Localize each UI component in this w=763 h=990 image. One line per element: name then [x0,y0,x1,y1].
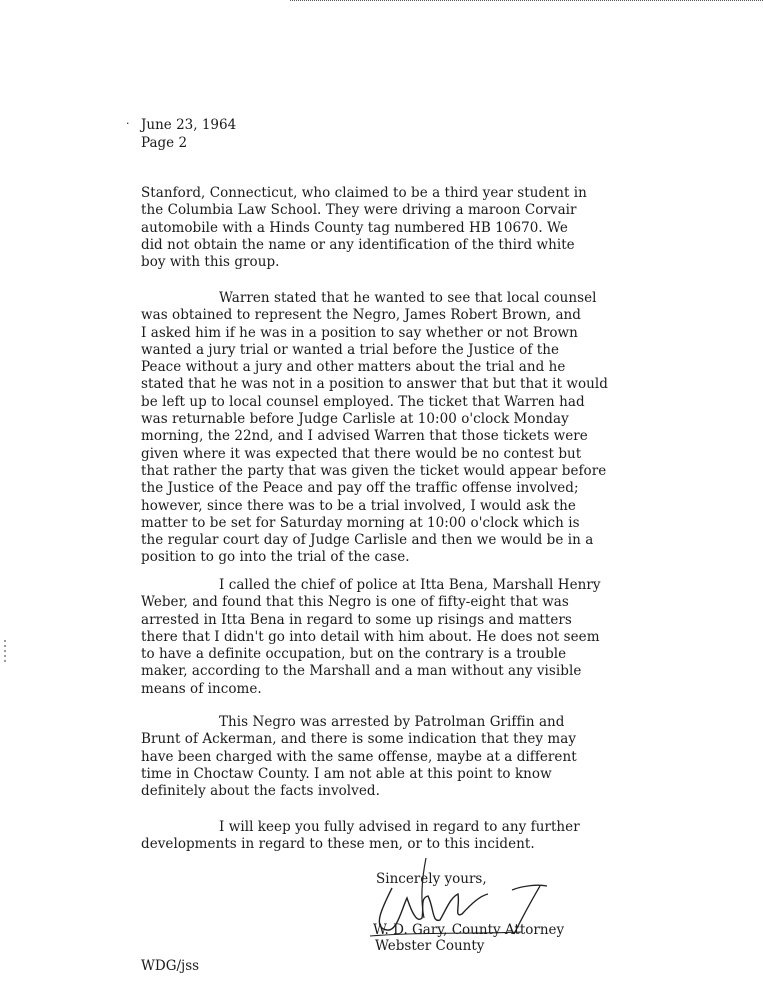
paragraph-arrest [141,714,651,800]
paragraph-text: This Negro was arrested by Patrolman Griffin and Brunt of Ackerman, and there is some indication that they may have been charged with the same offense, maybe at a different time in Choctaw County. I am not able at this point to know definitely about the facts involved. [141,714,577,800]
reference-initials: WDG/jss [141,958,200,974]
paragraph-local-counsel [141,290,651,567]
paragraph-text: I will keep you fully advised in regard to any further developments in regard to these men, or to this incident. [141,819,580,853]
complimentary-close: Sincerely yours, [376,871,487,887]
page-number: Page 2 [141,135,188,151]
signer-county: Webster County [375,938,485,954]
signer-name-title: W. D. Gary, County Attorney [373,922,565,938]
paragraph-text: I called the chief of police at Itta Bena, Marshall Henry Weber, and found that this Negro is one of fifty-eight that was arrested in Itta Bena in regard to some up risings and matters there that I didn't go into detail with him about. He does not seem to have a definite occupation, but on the contrary is a trouble maker, according to the Marshall and a man without any visible means of income. [141,577,601,697]
page-top-dotted-edge [290,0,763,4]
paragraph-continued: Stanford, Connecticut, who claimed to be a third year student in the Columbia Law School. They were driving a maroon Corvair automobile with a Hinds County tag numbered HB 10670. We did not obtain the name or any identification of the third white boy with this group. [141,185,587,271]
paragraph-chief-of-police [141,577,651,698]
header-bullet-mark: · [126,117,130,130]
letter-date: June 23, 1964 [141,117,237,133]
margin-mark [3,640,7,664]
paragraph-text: Warren stated that he wanted to see that local counsel was obtained to represent the Negro, James Robert Brown, and I asked him if he was in a position to say whether or not Brown wanted a jury trial or wanted a trial before the Justice of the Peace without a jury and other matters about the trial and he stated that he was not in a position to answer that but that it would be left up to local counsel employed. The ticket that Warren had was returnable before Judge Carlisle at 10:00 o'clock Monday morning, the 22nd, and I advised Warren that those tickets were given where it was expected that there would be no contest but that rather the party that was given the ticket would appear before the Justice of the Peace and pay off the traffic offense involved; however, since there was to be a trial involved, I would ask the matter to be set for Saturday morning at 10:00 o'clock which is the regular court day of Judge Carlisle and then we would be in a position to go into the trial of the case. [141,290,608,566]
page-header [141,116,236,152]
